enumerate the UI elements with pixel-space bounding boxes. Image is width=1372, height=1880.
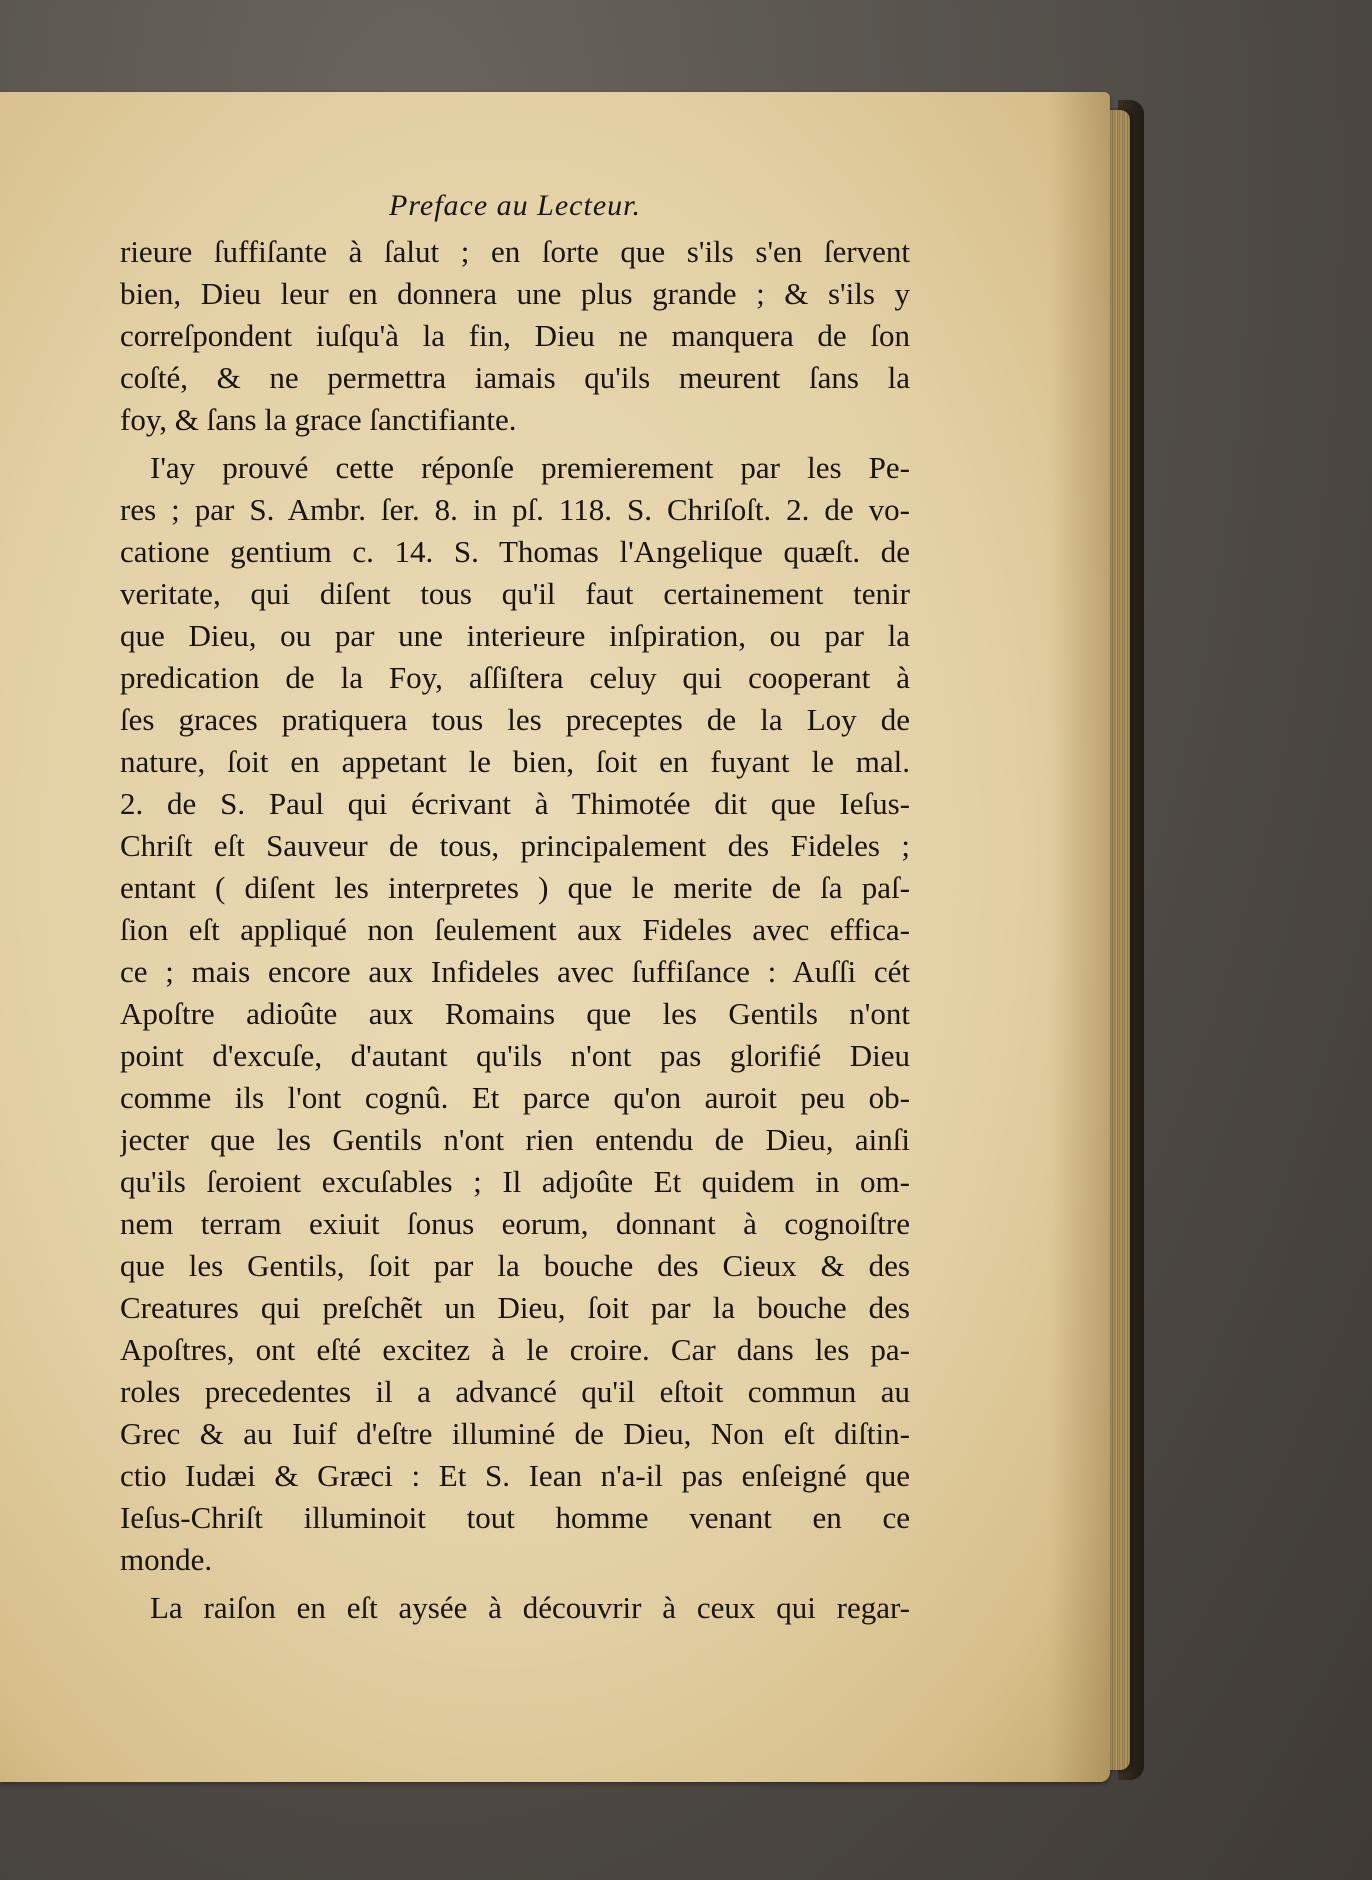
text-line: coſté, & ne permettra iamais qu'ils meurent ſans la: [120, 360, 910, 395]
page-text: [120, 185, 910, 1629]
text-line: nature, ſoit en appetant le bien, ſoit en fuyant le mal.: [120, 744, 910, 779]
text-line: ce ; mais encore aux Infideles avec ſuffiſance : Auſſi cét: [120, 954, 910, 989]
text-line: entant ( diſent les interpretes ) que le merite de ſa paſ-: [120, 870, 910, 905]
text-line: res ; par S. Ambr. ſer. 8. in pſ. 118. S. Chriſoſt. 2. de vo-: [120, 492, 910, 527]
text-line: nem terram exiuit ſonus eorum, donnant à cognoiſtre: [120, 1206, 910, 1241]
text-line: La raiſon en eſt aysée à découvrir à ceux qui regar-: [150, 1590, 910, 1625]
text-line: bien, Dieu leur en donnera une plus grande ; & s'ils y: [120, 276, 910, 311]
text-line: comme ils l'ont cognû. Et parce qu'on auroit peu ob-: [120, 1080, 910, 1115]
running-head: Preface au Lecteur.: [389, 189, 641, 222]
text-line: ſes graces pratiquera tous les preceptes de la Loy de: [120, 702, 910, 737]
paragraph-1: [120, 231, 910, 441]
text-line: 2. de S. Paul qui écrivant à Thimotée dit que Ieſus-: [120, 786, 910, 821]
text-line: ſion eſt appliqué non ſeulement aux Fideles avec effica-: [120, 912, 910, 947]
text-line: Apoſtre adioûte aux Romains que les Gentils n'ont: [120, 996, 910, 1031]
text-line: roles precedentes il a advancé qu'il eſtoit commun au: [120, 1374, 910, 1409]
text-line: Chriſt eſt Sauveur de tous, principalement des Fideles ;: [120, 828, 910, 863]
text-line: Grec & au Iuif d'eſtre illuminé de Dieu, Non eſt diſtin-: [120, 1416, 910, 1451]
text-line: foy, & ſans la grace ſanctifiante.: [120, 402, 517, 437]
text-line: que les Gentils, ſoit par la bouche des Cieux & des: [120, 1248, 910, 1283]
text-line: ctio Iudæi & Græci : Et S. Iean n'a-il pas enſeigné que: [120, 1458, 910, 1493]
text-line: Creatures qui preſchẽt un Dieu, ſoit par la bouche des: [120, 1290, 910, 1325]
text-line: correſpondent iuſqu'à la fin, Dieu ne manquera de ſon: [120, 318, 910, 353]
text-line: predication de la Foy, aſſiſtera celuy qui cooperant à: [120, 660, 910, 695]
text-line: Ieſus-Chriſt illuminoit tout homme venant en ce: [120, 1500, 910, 1535]
text-line: jecter que les Gentils n'ont rien entendu de Dieu, ainſi: [120, 1122, 910, 1157]
text-line: Apoſtres, ont eſté excitez à le croire. Car dans les pa-: [120, 1332, 910, 1367]
text-line: monde.: [120, 1542, 213, 1577]
text-line: catione gentium c. 14. S. Thomas l'Angelique quæſt. de: [120, 534, 910, 569]
text-line: I'ay prouvé cette réponſe premierement par les Pe-: [150, 450, 910, 485]
paragraph-3: [120, 1587, 910, 1629]
text-line: rieure ſuffiſante à ſalut ; en ſorte que s'ils s'en ſervent: [120, 234, 910, 269]
text-line: veritate, qui diſent tous qu'il faut certainement tenir: [120, 576, 910, 611]
text-line: point d'excuſe, d'autant qu'ils n'ont pas glorifié Dieu: [120, 1038, 910, 1073]
paragraph-2: [120, 447, 910, 1581]
text-line: que Dieu, ou par une interieure inſpiration, ou par la: [120, 618, 910, 653]
text-line: qu'ils ſeroient excuſables ; Il adjoûte Et quidem in om-: [120, 1164, 910, 1199]
